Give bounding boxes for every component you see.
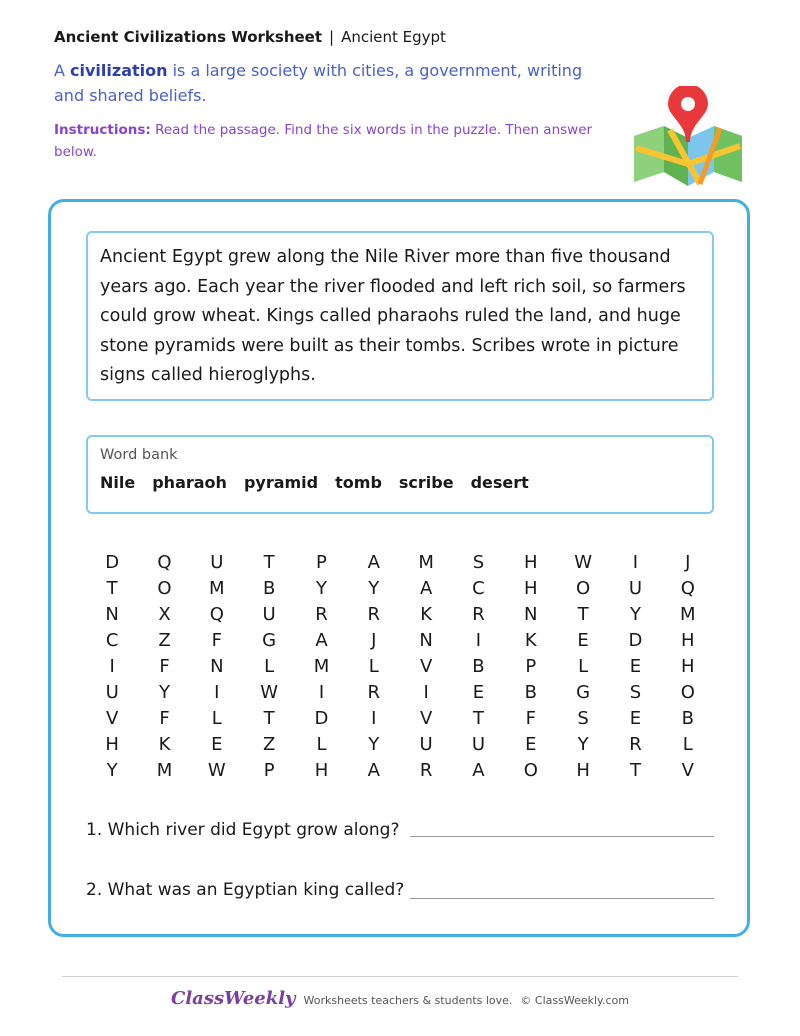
grid-row [86,576,714,602]
grid-letter[interactable]: I [632,552,639,573]
word-search-grid [86,550,714,784]
grid-letter[interactable]: V [419,656,433,677]
grid-letter[interactable]: Z [158,630,171,651]
word-bank-list [100,473,700,492]
grid-letter[interactable]: T [629,760,641,781]
grid-letter[interactable]: Q [209,604,224,625]
grid-letter[interactable]: F [159,708,170,729]
word-bank-word: Nile [100,473,136,492]
grid-letter[interactable]: A [367,760,380,781]
grid-letter[interactable]: N [524,604,538,625]
grid-letter[interactable]: U [419,734,433,755]
grid-row [86,680,714,706]
grid-letter[interactable]: Z [262,734,276,755]
grid-letter[interactable]: E [629,656,642,677]
grid-letter[interactable]: H [314,760,329,781]
grid-letter[interactable]: D [105,552,120,573]
grid-letter[interactable]: T [472,708,484,729]
brand-logo: ClassWeekly [171,988,296,1009]
definition-text: is a large society with cities, a government, writing and shared beliefs. [54,61,583,105]
grid-letter[interactable]: N [105,604,119,625]
grid-letter[interactable]: F [159,656,170,677]
grid-letter[interactable]: H [524,578,538,599]
instructions-label: Instructions: [54,122,151,138]
grid-letter[interactable]: F [525,708,536,729]
grid-letter[interactable]: D [314,708,329,729]
grid-letter[interactable]: T [263,708,275,729]
grid-letter[interactable]: C [472,578,485,599]
grid-letter[interactable]: A [419,578,433,599]
grid-letter[interactable]: A [315,630,328,651]
grid-letter[interactable]: M [680,604,696,625]
grid-letter[interactable]: T [106,578,118,599]
grid-letter[interactable]: U [262,604,276,625]
worksheet-title [54,28,446,46]
grid-letter[interactable]: B [681,708,694,729]
grid-letter[interactable]: Q [157,552,172,573]
grid-letter[interactable]: I [109,656,115,677]
instructions-text: Read the passage. Find the six words in the puzzle. Then answer below. [54,122,593,160]
grid-letter[interactable]: L [211,708,222,729]
grid-letter[interactable]: G [262,630,277,651]
grid-letter[interactable]: M [313,656,330,677]
grid-letter[interactable]: E [211,734,223,755]
grid-letter[interactable]: W [574,552,593,573]
grid-letter[interactable]: I [318,682,325,703]
grid-letter[interactable]: A [472,760,485,781]
grid-letter[interactable]: R [367,682,381,703]
grid-letter[interactable]: M [418,552,434,573]
grid-letter[interactable]: Y [315,578,327,599]
grid-letter[interactable]: G [576,682,591,703]
grid-letter[interactable]: U [628,578,643,599]
grid-letter[interactable]: H [681,656,695,677]
grid-letter[interactable]: S [629,682,642,703]
grid-letter[interactable]: H [524,552,538,573]
grid-letter[interactable]: V [419,708,433,729]
grid-letter[interactable]: J [685,552,691,573]
grid-letter[interactable]: H [105,734,119,755]
grid-letter[interactable]: O [680,682,695,703]
grid-letter[interactable]: V [106,708,119,729]
grid-letter[interactable]: I [214,682,220,703]
definition [54,58,594,108]
grid-letter[interactable]: U [210,552,224,573]
grid-letter[interactable]: R [315,604,328,625]
word-bank-title: Word bank [100,447,178,463]
grid-letter[interactable]: V [681,760,694,781]
grid-letter[interactable]: I [475,630,482,651]
footer [0,988,800,1009]
word-bank-word: desert [470,473,529,492]
subtitle-text: Ancient Egypt [341,28,446,46]
word-bank-word: pharaoh [152,473,227,492]
grid-letter[interactable]: H [681,630,695,651]
grid-letter[interactable]: P [316,552,327,573]
word-bank-word: pyramid [243,473,319,492]
grid-letter[interactable]: L [316,734,327,755]
word-bank-word: scribe [398,473,454,492]
grid-letter[interactable]: D [628,630,643,651]
word-bank-word: tomb [335,473,382,492]
grid-letter[interactable]: K [420,604,433,625]
grid-letter[interactable]: Y [106,760,118,781]
grid-letter[interactable]: P [525,656,537,677]
grid-letter[interactable]: E [525,734,537,755]
grid-letter[interactable]: B [262,578,276,599]
grid-letter[interactable]: R [367,604,381,625]
grid-letter[interactable]: L [682,734,693,755]
grid-letter[interactable]: K [158,734,171,755]
grid-letter[interactable]: O [523,760,538,781]
grid-letter[interactable]: U [471,734,486,755]
title-separator: | [329,28,335,46]
grid-row [86,550,714,576]
grid-letter[interactable]: K [524,630,537,651]
grid-letter[interactable]: N [210,656,224,677]
grid-letter[interactable]: S [472,552,485,573]
grid-letter[interactable]: U [105,682,119,703]
grid-letter[interactable]: P [263,760,275,781]
answer-line-1[interactable] [410,836,714,837]
grid-letter[interactable]: Y [368,734,380,755]
grid-row [86,628,714,654]
grid-letter[interactable]: T [577,604,589,625]
definition-term: civilization [70,61,168,80]
answer-line-2[interactable] [410,898,714,899]
definition-prefix: A [54,61,71,80]
map-pin-icon [630,86,746,190]
grid-letter[interactable]: H [576,760,590,781]
grid-letter[interactable]: B [524,682,537,703]
grid-row [86,602,714,628]
reading-passage: Ancient Egypt grew along the Nile River more than five thousand years ago. Each year the river flooded and left rich soil, so farmers could grow wheat. Kings called pharaohs ruled the land, and huge stone pyramids were built as their tombs. Scribes wrote in picture signs called hieroglyphs. [86,231,714,401]
footer-copyright: © ClassWeekly.com [520,994,629,1007]
grid-letter[interactable]: S [577,708,589,729]
grid-row [86,732,714,758]
grid-letter[interactable]: E [629,708,642,729]
grid-letter[interactable]: O [576,578,591,599]
grid-letter[interactable]: F [211,630,222,651]
grid-letter[interactable]: Y [577,734,589,755]
grid-letter[interactable]: A [367,552,380,573]
footer-divider [62,976,738,977]
grid-letter[interactable]: Y [368,578,380,599]
grid-letter[interactable]: M [156,760,173,781]
grid-row [86,758,714,784]
question-2: 2. What was an Egyptian king called? [86,880,405,900]
grid-letter[interactable]: Y [158,682,170,703]
grid-letter[interactable]: I [371,708,377,729]
grid-letter[interactable]: C [105,630,119,651]
grid-letter[interactable]: R [629,734,642,755]
grid-letter[interactable]: L [264,656,275,677]
grid-letter[interactable]: W [260,682,279,703]
grid-row [86,706,714,732]
question-1: 1. Which river did Egypt grow along? [86,820,400,840]
grid-letter[interactable]: R [472,604,485,625]
grid-row [86,654,714,680]
grid-letter[interactable]: Q [680,578,695,599]
grid-letter[interactable]: L [578,656,589,677]
grid-letter[interactable]: Y [629,604,641,625]
grid-letter[interactable]: M [209,578,225,599]
grid-letter[interactable]: N [419,630,433,651]
word-bank [86,435,714,514]
footer-tagline: Worksheets teachers & students love. [303,994,513,1007]
grid-letter[interactable]: E [577,630,589,651]
grid-letter[interactable]: W [207,760,226,781]
grid-letter[interactable]: B [472,656,485,677]
grid-letter[interactable]: O [157,578,172,599]
grid-letter[interactable]: X [158,604,171,625]
grid-letter[interactable]: L [368,656,379,677]
grid-letter[interactable]: I [423,682,429,703]
grid-letter[interactable]: R [419,760,433,781]
grid-letter[interactable]: E [472,682,485,703]
title-text: Ancient Civilizations Worksheet [54,28,323,46]
grid-letter[interactable]: T [263,552,275,573]
instructions [54,119,594,163]
grid-letter[interactable]: J [371,630,377,651]
